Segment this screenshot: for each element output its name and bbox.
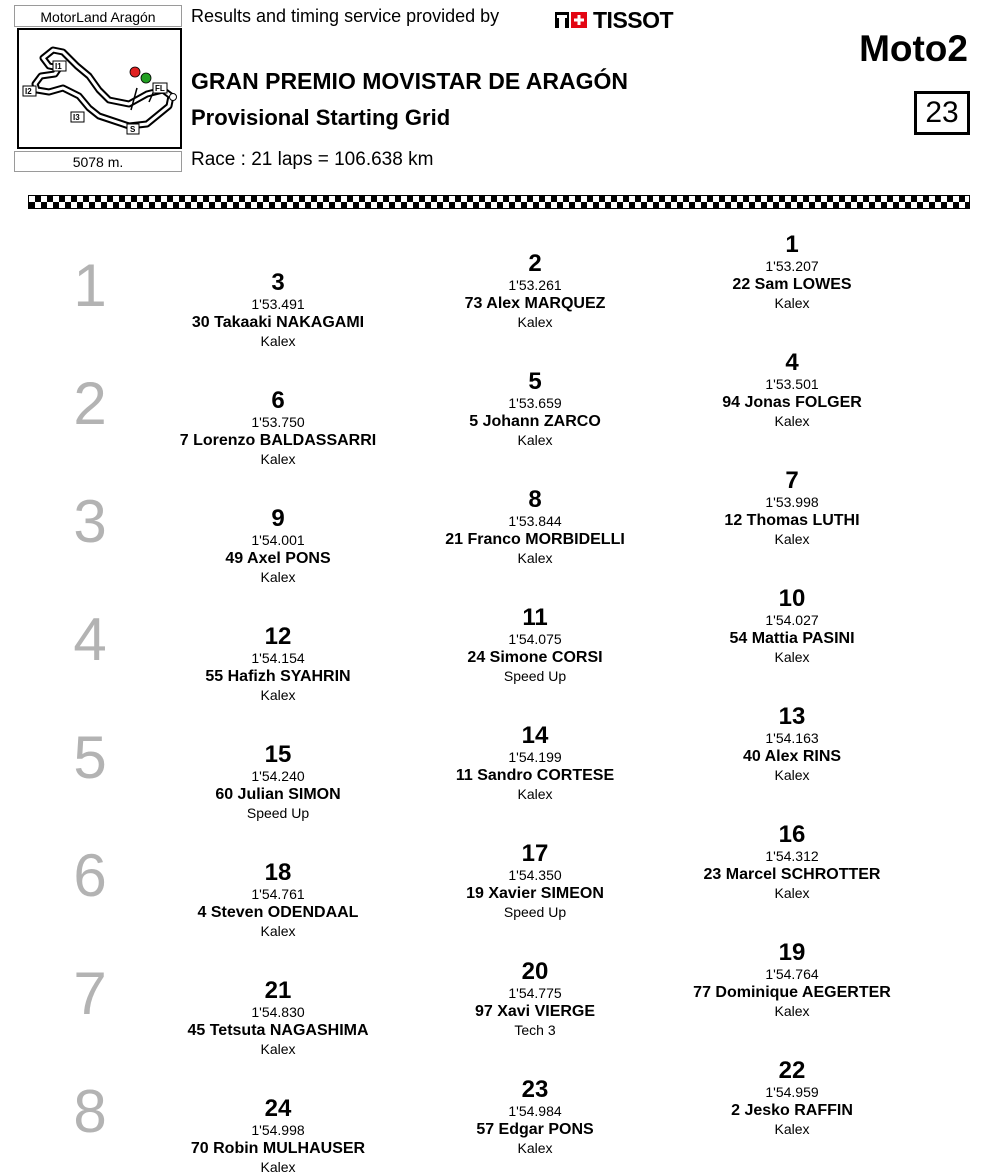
team-name: Speed Up <box>503 668 567 684</box>
grid-position: 24 <box>264 1095 292 1122</box>
grid-slot <box>405 487 665 567</box>
team-name: Kalex <box>517 314 553 330</box>
rider-name: 77 Dominique AEGERTER <box>693 984 891 1001</box>
team-name: Kalex <box>774 767 810 783</box>
red-marker-icon <box>130 67 140 77</box>
grid-slot <box>662 232 922 312</box>
grid-slot <box>662 586 922 666</box>
grid-position: 14 <box>521 722 549 749</box>
team-name: Kalex <box>517 1140 553 1156</box>
grid-slot <box>405 959 665 1039</box>
grid-slot <box>148 506 408 586</box>
map-label-i3: I3 <box>73 113 80 122</box>
team-name: Kalex <box>774 1003 810 1019</box>
grid-slot <box>662 704 922 784</box>
circuit-length: 5078 m. <box>14 151 182 172</box>
team-name: Speed Up <box>503 904 567 920</box>
grid-position: 1 <box>785 231 799 258</box>
direction-icon <box>170 94 177 101</box>
tissot-logo <box>555 6 674 33</box>
lap-time: 1'54.240 <box>251 768 305 784</box>
grid-slot <box>148 624 408 704</box>
rider-name: 4 Steven ODENDAAL <box>197 904 359 921</box>
lap-time: 1'54.001 <box>251 532 305 548</box>
rider-name: 7 Lorenzo BALDASSARRI <box>179 432 377 449</box>
grid-row-number: 6 <box>73 842 107 909</box>
rider-name: 30 Takaaki NAKAGAMI <box>191 314 365 331</box>
lap-time: 1'53.750 <box>251 414 305 430</box>
lap-time: 1'54.163 <box>765 730 819 746</box>
provider-text: Results and timing service provided by <box>191 6 500 26</box>
team-name: Kalex <box>260 569 296 585</box>
green-marker-icon <box>141 73 151 83</box>
race-info: Race : 21 laps = 106.638 km <box>191 149 434 170</box>
grid-row-number: 3 <box>73 488 107 555</box>
grid-position: 23 <box>521 1076 549 1103</box>
grid-position: 12 <box>264 623 292 650</box>
grid-position: 16 <box>778 821 806 848</box>
rider-name: 49 Axel PONS <box>225 550 331 567</box>
grid-position: 4 <box>785 349 799 376</box>
rider-name: 5 Johann ZARCO <box>469 413 601 430</box>
grid-slot <box>662 468 922 548</box>
lap-time: 1'54.775 <box>508 985 562 1001</box>
team-name: Kalex <box>774 531 810 547</box>
rider-name: 94 Jonas FOLGER <box>722 394 862 411</box>
grid-slot <box>405 1077 665 1157</box>
lap-time: 1'53.491 <box>251 296 305 312</box>
rider-name: 97 Xavi VIERGE <box>474 1003 596 1020</box>
grid-position: 13 <box>778 703 806 730</box>
lap-time: 1'54.027 <box>765 612 819 628</box>
grid-row-number: 8 <box>73 1078 107 1145</box>
lap-time: 1'53.844 <box>508 513 562 529</box>
lap-time: 1'53.207 <box>765 258 819 274</box>
lap-time: 1'54.959 <box>765 1084 819 1100</box>
team-name: Kalex <box>517 432 553 448</box>
lap-time: 1'54.312 <box>765 848 819 864</box>
grid-position: 6 <box>271 387 285 414</box>
grid-slot <box>148 742 408 822</box>
team-name: Speed Up <box>246 805 310 821</box>
rider-name: 70 Robin MULHAUSER <box>190 1140 366 1157</box>
grid-position: 9 <box>271 505 285 532</box>
grid-position: 18 <box>264 859 292 886</box>
grid-row-number: 2 <box>73 370 107 437</box>
lap-time: 1'54.350 <box>508 867 562 883</box>
grid-slot <box>405 369 665 449</box>
circuit-map <box>17 28 182 149</box>
grid-slot <box>662 940 922 1020</box>
grid-position: 19 <box>778 939 806 966</box>
rider-name: 22 Sam LOWES <box>732 276 852 293</box>
team-name: Kalex <box>260 333 296 349</box>
grid-row-number: 5 <box>73 724 107 791</box>
circuit-name: MotorLand Aragón <box>14 5 182 27</box>
tissot-cross-icon <box>555 10 589 30</box>
team-name: Kalex <box>517 550 553 566</box>
round-number: 23 <box>914 91 970 135</box>
grid-position: 3 <box>271 269 285 296</box>
grid-position: 8 <box>528 486 542 513</box>
grid-row-number: 1 <box>73 252 107 319</box>
map-label-fl: FL <box>155 84 165 93</box>
rider-name: 2 Jesko RAFFIN <box>731 1102 853 1119</box>
rider-name: 73 Alex MARQUEZ <box>464 295 606 312</box>
team-name: Kalex <box>774 413 810 429</box>
rider-name: 21 Franco MORBIDELLI <box>445 531 625 548</box>
team-name: Kalex <box>260 687 296 703</box>
team-name: Kalex <box>260 1159 296 1175</box>
grid-slot <box>405 251 665 331</box>
team-name: Kalex <box>260 451 296 467</box>
team-name: Kalex <box>774 295 810 311</box>
track-layout-icon <box>19 30 180 147</box>
team-name: Kalex <box>774 1121 810 1137</box>
grid-row-number: 4 <box>73 606 107 673</box>
grid-slot <box>405 723 665 803</box>
document-title: Provisional Starting Grid <box>191 105 451 130</box>
lap-time: 1'54.199 <box>508 749 562 765</box>
grid-position: 2 <box>528 250 542 277</box>
grid-slot <box>148 978 408 1058</box>
team-name: Kalex <box>260 1041 296 1057</box>
grid-position: 15 <box>264 741 292 768</box>
grid-position: 22 <box>778 1057 806 1084</box>
rider-name: 11 Sandro CORTESE <box>455 767 615 784</box>
rider-name: 60 Julian SIMON <box>215 786 341 803</box>
rider-name: 40 Alex RINS <box>742 748 842 765</box>
team-name: Tech 3 <box>514 1022 556 1038</box>
rider-name: 45 Tetsuta NAGASHIMA <box>187 1022 369 1039</box>
team-name: Kalex <box>774 885 810 901</box>
rider-name: 57 Edgar PONS <box>476 1121 594 1138</box>
grid-position: 17 <box>521 840 549 867</box>
rider-name: 12 Thomas LUTHI <box>724 512 860 529</box>
grid-slot <box>662 1058 922 1138</box>
lap-time: 1'54.830 <box>251 1004 305 1020</box>
rider-name: 19 Xavier SIMEON <box>466 885 604 902</box>
map-label-i1: I1 <box>55 62 62 71</box>
grid-slot <box>405 605 665 685</box>
team-name: Kalex <box>774 649 810 665</box>
grid-position: 21 <box>264 977 292 1004</box>
lap-time: 1'53.501 <box>765 376 819 392</box>
lap-time: 1'54.154 <box>251 650 305 666</box>
lap-time: 1'54.984 <box>508 1103 562 1119</box>
grid-slot <box>405 841 665 921</box>
grid-slot <box>662 350 922 430</box>
rider-name: 24 Simone CORSI <box>467 649 603 666</box>
lap-time: 1'54.998 <box>251 1122 305 1138</box>
lap-time: 1'54.075 <box>508 631 562 647</box>
grid-position: 20 <box>521 958 549 985</box>
team-name: Kalex <box>517 786 553 802</box>
grid-row-number: 7 <box>73 960 107 1027</box>
grid-slot <box>148 860 408 940</box>
map-label-i2: I2 <box>25 87 32 96</box>
checkered-divider <box>28 195 970 209</box>
grid-position: 11 <box>522 604 548 631</box>
grid-slot <box>148 388 408 468</box>
lap-time: 1'54.761 <box>251 886 305 902</box>
grid-slot <box>148 270 408 350</box>
tissot-brand: TISSOT <box>593 6 674 33</box>
team-name: Kalex <box>260 923 296 939</box>
lap-time: 1'54.764 <box>765 966 819 982</box>
category-title: Moto2 <box>859 28 968 69</box>
rider-name: 54 Mattia PASINI <box>729 630 855 647</box>
grid-slot <box>148 1096 408 1176</box>
grid-position: 10 <box>778 585 806 612</box>
map-label-s: S <box>130 125 136 134</box>
grid-position: 5 <box>528 368 542 395</box>
lap-time: 1'53.998 <box>765 494 819 510</box>
grid-position: 7 <box>785 467 799 494</box>
rider-name: 55 Hafizh SYAHRIN <box>205 668 351 685</box>
event-title: GRAN PREMIO MOVISTAR DE ARAGÓN <box>191 68 629 94</box>
grid-slot <box>662 822 922 902</box>
lap-time: 1'53.659 <box>508 395 562 411</box>
rider-name: 23 Marcel SCHROTTER <box>703 866 881 883</box>
lap-time: 1'53.261 <box>508 277 562 293</box>
